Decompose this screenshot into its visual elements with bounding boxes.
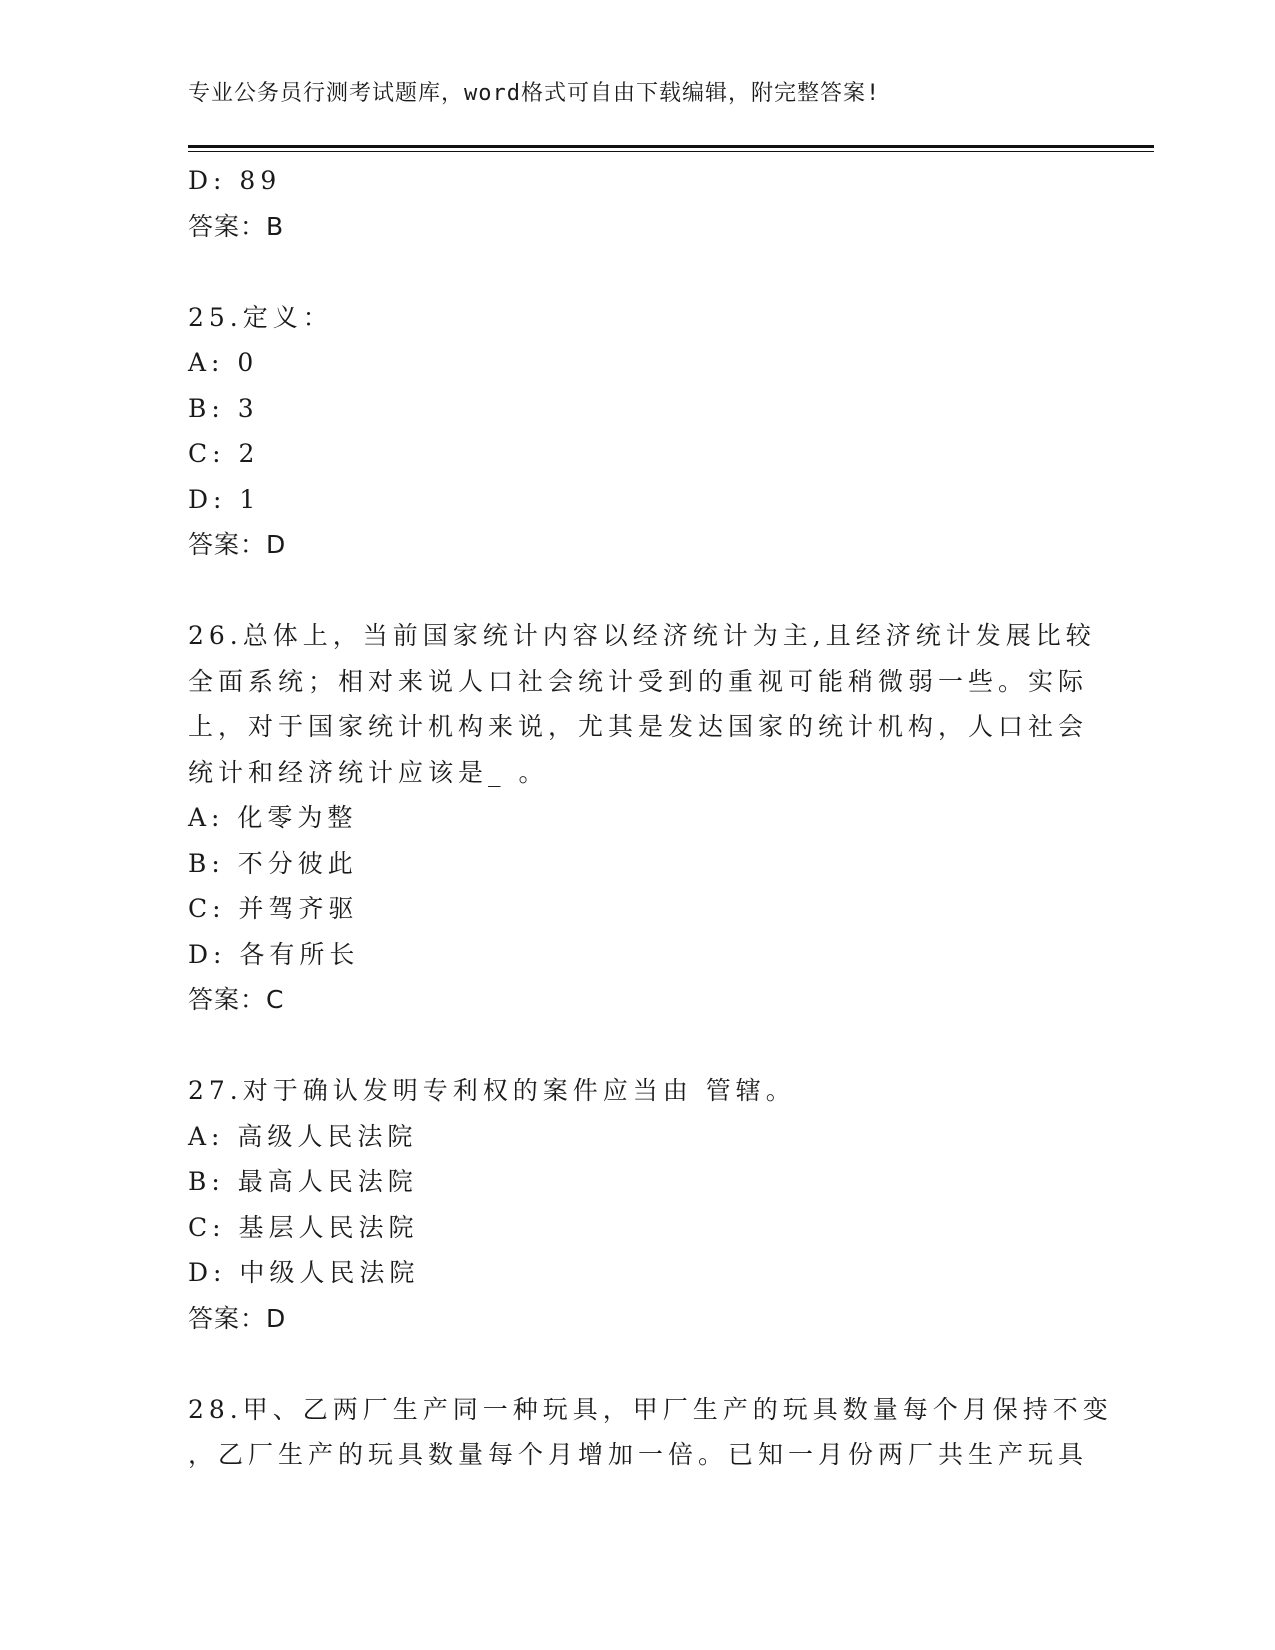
spacer bbox=[188, 568, 1088, 614]
header-rule-thick bbox=[188, 145, 1154, 148]
q25-stem: 25.定义： bbox=[188, 302, 333, 332]
q26-option-c: C: 并驾齐驱 bbox=[188, 894, 359, 923]
question-content bbox=[188, 158, 1113, 1478]
q25-option-b: B: 3 bbox=[188, 393, 259, 423]
q25-option-a: A: 0 bbox=[188, 348, 259, 377]
q24-answer: 答案：B bbox=[188, 211, 285, 241]
q27-option-a: A: 高级人民法院 bbox=[188, 1121, 418, 1151]
q27-option-b: B: 最高人民法院 bbox=[188, 1167, 418, 1196]
q26-stem-line-1: 26.总体上，当前国家统计内容以经济统计为主,且经济统计发展比较 bbox=[188, 621, 1096, 650]
header-rule-thin bbox=[188, 151, 1154, 152]
q28-stem-line-2: ，乙厂生产的玩具数量每个月增加一倍。已知一月份两厂共生产玩具 bbox=[188, 1440, 1089, 1469]
q26-answer: 答案：C bbox=[188, 985, 285, 1014]
q26-option-a: A: 化零为整 bbox=[188, 803, 358, 832]
q26-stem-line-3: 上，对于国家统计机构来说，尤其是发达国家的统计机构，人口社会 bbox=[188, 712, 1089, 741]
q27-answer: 答案：D bbox=[188, 1303, 287, 1333]
q24-option-d: D: 89 bbox=[188, 166, 282, 195]
spacer bbox=[188, 1341, 1088, 1387]
q26-stem-line-2: 全面系统；相对来说人口社会统计受到的重视可能稍微弱一些。实际 bbox=[188, 666, 1089, 696]
q27-option-d: D: 中级人民法院 bbox=[188, 1258, 420, 1287]
q28-stem-line-1: 28.甲、乙两厂生产同一种玩具，甲厂生产的玩具数量每个月保持不变 bbox=[188, 1394, 1113, 1424]
q25-answer: 答案：D bbox=[188, 530, 287, 559]
q26-option-d: D: 各有所长 bbox=[188, 939, 360, 969]
q26-stem-line-4: 统计和经济统计应该是_ 。 bbox=[188, 757, 549, 787]
spacer bbox=[188, 1023, 1088, 1069]
q25-option-d: D: 1 bbox=[188, 484, 261, 514]
spacer bbox=[188, 249, 1088, 295]
q27-stem: 27.对于确认发明专利权的案件应当由 管辖。 bbox=[188, 1076, 796, 1105]
q26-option-b: B: 不分彼此 bbox=[188, 848, 358, 878]
q27-option-c: C: 基层人民法院 bbox=[188, 1212, 419, 1242]
page-header: 专业公务员行测考试题库，word格式可自由下载编辑，附完整答案! bbox=[188, 81, 881, 106]
q25-option-c: C: 2 bbox=[188, 439, 260, 468]
